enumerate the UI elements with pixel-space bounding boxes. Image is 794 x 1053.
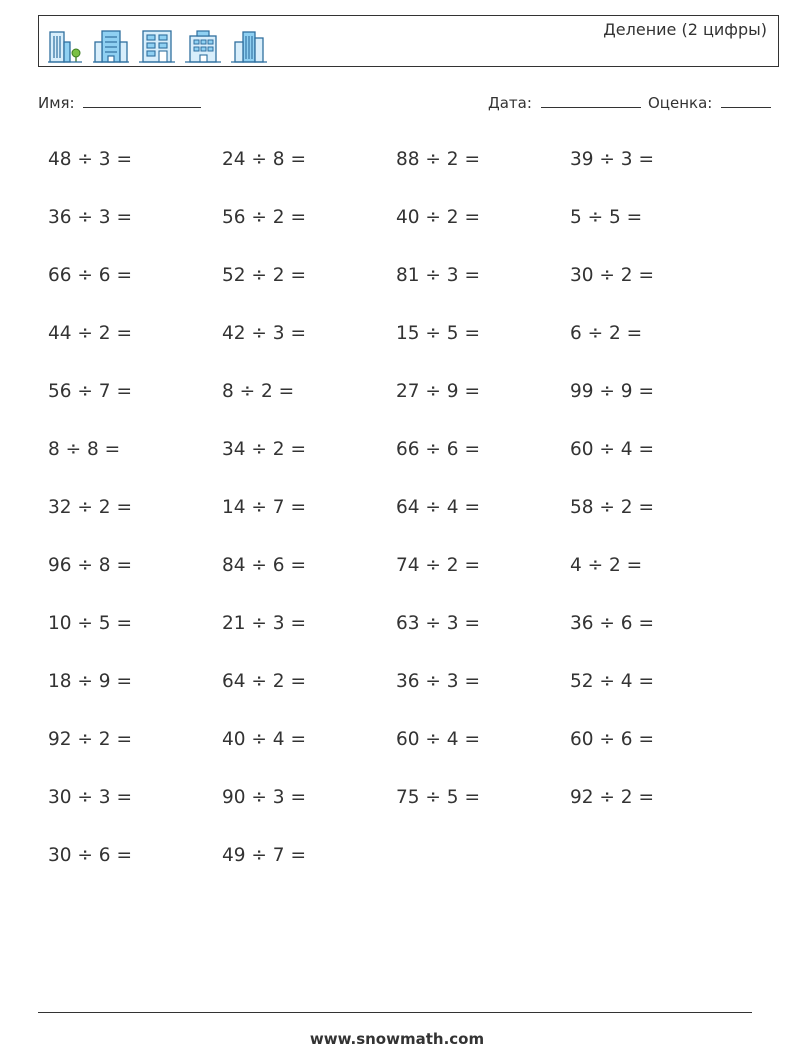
division-problem: 10 ÷ 5 = bbox=[48, 613, 132, 634]
division-problem: 92 ÷ 2 = bbox=[48, 729, 132, 750]
name-field bbox=[38, 94, 201, 112]
skyscraper-icon bbox=[231, 28, 267, 64]
header-icons bbox=[47, 24, 267, 64]
apartment-building-icon bbox=[139, 28, 175, 64]
division-problem: 92 ÷ 2 = bbox=[570, 787, 654, 808]
division-problem: 60 ÷ 4 = bbox=[570, 439, 654, 460]
division-problem: 40 ÷ 4 = bbox=[222, 729, 306, 750]
division-problem: 5 ÷ 5 = bbox=[570, 207, 643, 228]
division-problem: 84 ÷ 6 = bbox=[222, 555, 306, 576]
division-problem: 4 ÷ 2 = bbox=[570, 555, 643, 576]
division-problem: 14 ÷ 7 = bbox=[222, 497, 306, 518]
division-problem: 52 ÷ 2 = bbox=[222, 265, 306, 286]
division-problem: 63 ÷ 3 = bbox=[396, 613, 480, 634]
hotel-building-icon bbox=[185, 28, 221, 64]
division-problem: 90 ÷ 3 = bbox=[222, 787, 306, 808]
division-problem: 36 ÷ 6 = bbox=[570, 613, 654, 634]
division-problem: 27 ÷ 9 = bbox=[396, 381, 480, 402]
score-label: Оценка: bbox=[648, 94, 713, 112]
date-field bbox=[488, 94, 641, 112]
office-building-icon bbox=[93, 28, 129, 64]
division-problem: 30 ÷ 3 = bbox=[48, 787, 132, 808]
division-problem: 75 ÷ 5 = bbox=[396, 787, 480, 808]
division-problem: 49 ÷ 7 = bbox=[222, 845, 306, 866]
division-problem: 40 ÷ 2 = bbox=[396, 207, 480, 228]
name-blank-line[interactable] bbox=[83, 95, 201, 108]
division-problem: 88 ÷ 2 = bbox=[396, 149, 480, 170]
division-problem: 56 ÷ 2 = bbox=[222, 207, 306, 228]
division-problem: 42 ÷ 3 = bbox=[222, 323, 306, 344]
division-problem: 74 ÷ 2 = bbox=[396, 555, 480, 576]
division-problem: 32 ÷ 2 = bbox=[48, 497, 132, 518]
division-problem: 39 ÷ 3 = bbox=[570, 149, 654, 170]
division-problem: 24 ÷ 8 = bbox=[222, 149, 306, 170]
building-with-tree-icon bbox=[47, 28, 83, 64]
score-blank-line[interactable] bbox=[721, 95, 771, 108]
division-problem: 52 ÷ 4 = bbox=[570, 671, 654, 692]
worksheet-header bbox=[38, 15, 779, 67]
division-problem: 48 ÷ 3 = bbox=[48, 149, 132, 170]
division-problem: 30 ÷ 2 = bbox=[570, 265, 654, 286]
date-blank-line[interactable] bbox=[541, 95, 641, 108]
division-problem: 66 ÷ 6 = bbox=[48, 265, 132, 286]
division-problem: 64 ÷ 4 = bbox=[396, 497, 480, 518]
division-problem: 64 ÷ 2 = bbox=[222, 671, 306, 692]
division-problem: 21 ÷ 3 = bbox=[222, 613, 306, 634]
division-problem: 66 ÷ 6 = bbox=[396, 439, 480, 460]
footer-url: www.snowmath.com bbox=[309, 1030, 485, 1048]
division-problem: 56 ÷ 7 = bbox=[48, 381, 132, 402]
division-problem: 60 ÷ 6 = bbox=[570, 729, 654, 750]
worksheet-title: Деление (2 цифры) bbox=[603, 20, 767, 39]
name-label: Имя: bbox=[38, 94, 75, 112]
division-problem: 8 ÷ 2 = bbox=[222, 381, 295, 402]
division-problem: 34 ÷ 2 = bbox=[222, 439, 306, 460]
footer-divider bbox=[38, 1012, 752, 1013]
division-problem: 81 ÷ 3 = bbox=[396, 265, 480, 286]
date-label: Дата: bbox=[488, 94, 532, 112]
division-problem: 15 ÷ 5 = bbox=[396, 323, 480, 344]
division-problem: 6 ÷ 2 = bbox=[570, 323, 643, 344]
division-problem: 44 ÷ 2 = bbox=[48, 323, 132, 344]
division-problem: 58 ÷ 2 = bbox=[570, 497, 654, 518]
division-problem: 30 ÷ 6 = bbox=[48, 845, 132, 866]
score-field bbox=[648, 94, 771, 112]
division-problem: 99 ÷ 9 = bbox=[570, 381, 654, 402]
division-problem: 18 ÷ 9 = bbox=[48, 671, 132, 692]
division-problem: 36 ÷ 3 = bbox=[396, 671, 480, 692]
division-problem: 60 ÷ 4 = bbox=[396, 729, 480, 750]
division-problem: 8 ÷ 8 = bbox=[48, 439, 121, 460]
division-problem: 96 ÷ 8 = bbox=[48, 555, 132, 576]
division-problem: 36 ÷ 3 = bbox=[48, 207, 132, 228]
